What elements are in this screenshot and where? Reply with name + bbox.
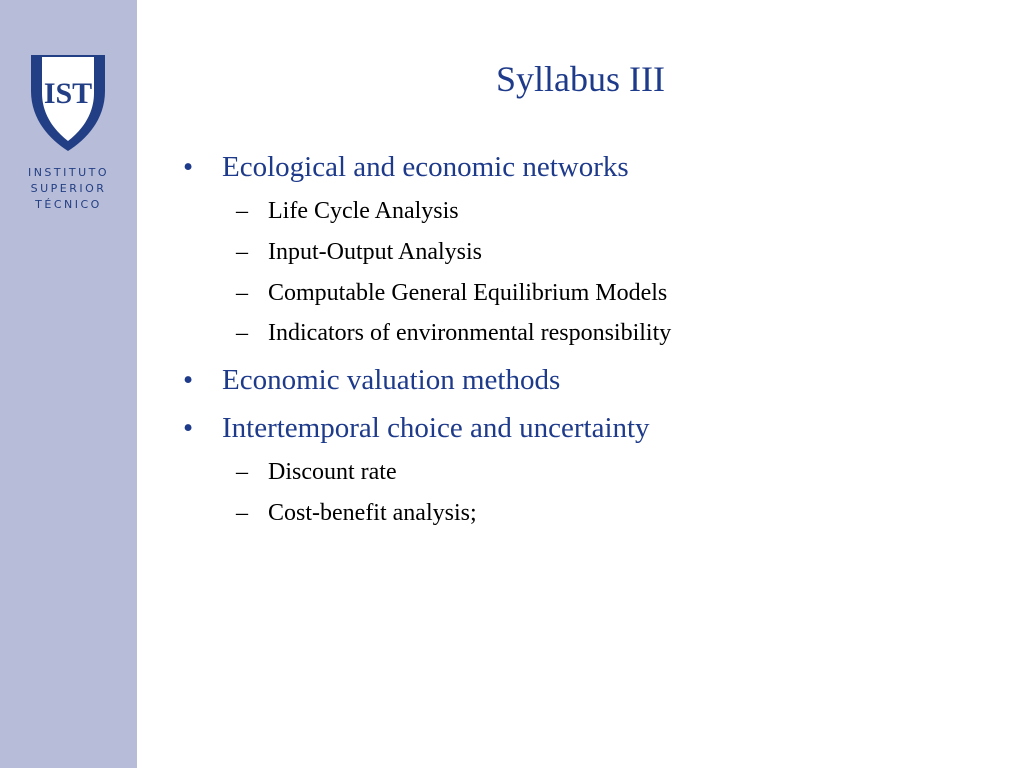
sub-bullet-text: Input-Output Analysis	[268, 239, 482, 265]
bullet-text: Economic valuation methods	[222, 364, 561, 396]
dash-marker: –	[236, 280, 248, 306]
sub-bullet-text: Computable General Equilibrium Models	[268, 280, 668, 306]
logo-text-line3: TÉCNICO	[35, 198, 102, 211]
sub-bullet-text: Discount rate	[268, 459, 397, 485]
sub-bullet-text: Cost-benefit analysis;	[268, 500, 477, 526]
bullet-marker: •	[183, 151, 194, 183]
bullet-marker: •	[183, 412, 194, 444]
bullet-text: Intertemporal choice and uncertainty	[222, 412, 650, 444]
dash-marker: –	[236, 198, 248, 224]
logo-text-line2: SUPERIOR	[30, 182, 107, 195]
logo-text-line1: INSTITUTO	[27, 166, 110, 179]
dash-marker: –	[236, 459, 248, 485]
dash-marker: –	[236, 239, 248, 265]
bullet-text: Ecological and economic networks	[222, 151, 629, 183]
logo-mark: IST	[43, 77, 93, 110]
slide-title: Syllabus III	[496, 59, 665, 99]
dash-marker: –	[236, 500, 248, 526]
sub-bullet-text: Life Cycle Analysis	[268, 198, 459, 224]
dash-marker: –	[236, 320, 248, 346]
sub-bullet-text: Indicators of environmental responsibility	[268, 320, 672, 346]
bullet-marker: •	[183, 364, 194, 396]
